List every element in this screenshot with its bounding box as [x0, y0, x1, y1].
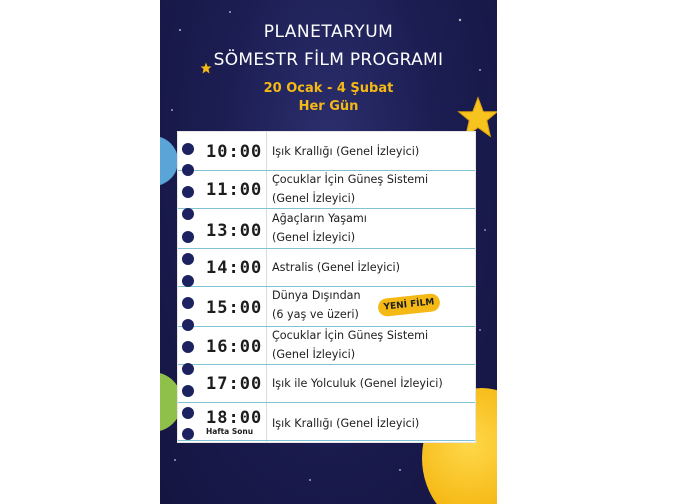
date-range: 20 Ocak - 4 Şubat [263, 81, 394, 96]
film-title: Çocuklar İçin Güneş Sistemi [272, 329, 429, 342]
show-time: 14:00 [206, 258, 263, 278]
film-audience: (Genel İzleyici) [272, 348, 356, 361]
schedule-row [178, 364, 475, 403]
film-audience: (Genel İzleyici) [272, 192, 356, 205]
schedule-row [178, 170, 475, 209]
spiral-ring [182, 297, 194, 309]
weekend-note: Hafta Sonu [206, 427, 254, 436]
spiral-ring [182, 385, 194, 397]
film-audience: (Genel İzleyici) [272, 231, 356, 244]
spiral-ring [182, 208, 194, 220]
frequency-label: Her Gün [298, 99, 359, 114]
show-time: 16:00 [206, 337, 263, 357]
film-title: Işık Krallığı (Genel İzleyici) [272, 145, 420, 158]
show-time: 11:00 [206, 180, 263, 200]
schedule-row [178, 248, 475, 287]
schedule-row [178, 208, 475, 249]
spiral-ring [182, 407, 194, 419]
spiral-ring [182, 363, 194, 375]
film-title: Dünya Dışından [272, 289, 361, 302]
show-time: 10:00 [206, 142, 263, 162]
show-time: 15:00 [206, 298, 263, 318]
show-time: 13:00 [206, 221, 263, 241]
title-program: SÖMESTR FİLM PROGRAMI [213, 50, 444, 70]
show-time: 17:00 [206, 374, 263, 394]
film-title: Ağaçların Yaşamı [272, 212, 367, 225]
title-planetaryum: PLANETARYUM [263, 22, 394, 42]
spiral-ring [182, 428, 194, 440]
schedule-row [178, 132, 475, 171]
spiral-ring [182, 253, 194, 265]
film-title: Işık ile Yolculuk (Genel İzleyici) [272, 377, 443, 390]
schedule-sheet [178, 132, 475, 442]
film-title: Astralis (Genel İzleyici) [272, 261, 400, 274]
film-title: Çocuklar İçin Güneş Sistemi [272, 173, 429, 186]
new-film-badge: YENİ FİLM [377, 293, 441, 317]
spiral-ring [182, 341, 194, 353]
show-time: 18:00 [206, 408, 263, 428]
spiral-ring [182, 143, 194, 155]
spiral-ring [182, 164, 194, 176]
spiral-ring [182, 186, 194, 198]
spiral-ring [182, 231, 194, 243]
spiral-ring [182, 319, 194, 331]
spiral-ring [182, 275, 194, 287]
film-audience: (6 yaş ve üzeri) [272, 308, 359, 321]
film-title: Işık Krallığı (Genel İzleyici) [272, 417, 420, 430]
schedule-row [178, 326, 475, 365]
